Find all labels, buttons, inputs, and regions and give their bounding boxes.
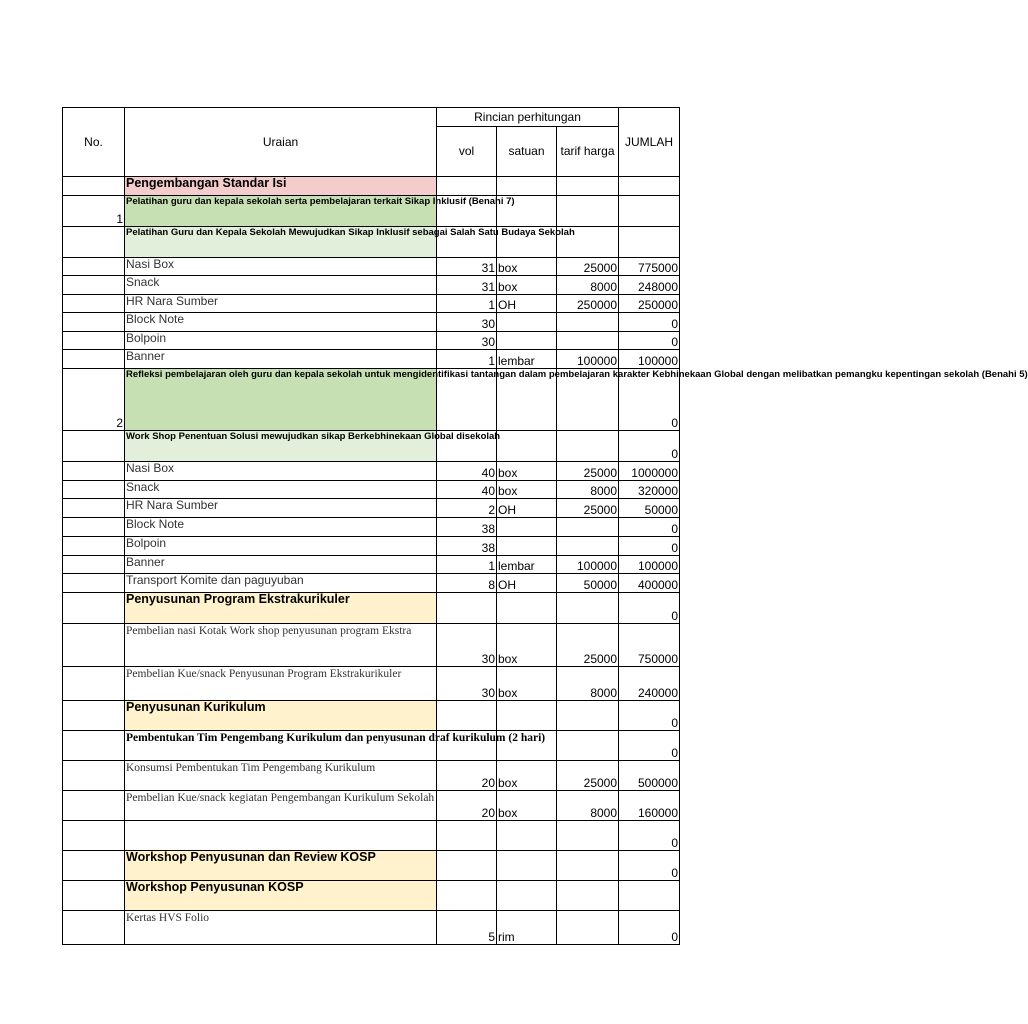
row-number [63,481,125,499]
table-row [63,791,680,821]
header-jumlah: JUMLAH [619,108,680,177]
row-number [63,731,125,761]
row-jumlah: 320000 [619,481,680,499]
table-row [63,369,680,431]
row-jumlah [619,227,680,258]
table-row [63,258,680,276]
table-row [63,701,680,731]
row-tarif [557,851,619,881]
row-number [63,518,125,537]
row-satuan [497,593,557,624]
budget-table [62,107,1028,945]
row-jumlah: 0 [619,313,680,332]
row-satuan [497,518,557,537]
row-description: Banner [125,350,437,369]
row-vol: 30 [437,667,497,701]
row-number [63,499,125,518]
row-description: HR Nara Sumber [125,295,437,313]
row-satuan: box [497,276,557,295]
row-description: Pengembangan Standar Isi [125,177,437,196]
row-satuan: box [497,624,557,667]
table-row [63,350,680,369]
row-tarif: 25000 [557,258,619,276]
row-number [63,431,125,462]
row-description: Pelatihan guru dan kepala sekolah serta pembelajaran terkait Sikap Inklusif (Benahi 7) [125,196,437,227]
row-satuan: box [497,462,557,481]
row-number [63,791,125,821]
table-row [63,227,680,258]
row-description: Workshop Penyusunan KOSP [125,881,437,911]
row-tarif [557,518,619,537]
row-description: Nasi Box [125,462,437,481]
row-number [63,332,125,350]
row-vol: 8 [437,574,497,593]
row-jumlah: 250000 [619,295,680,313]
row-jumlah: 0 [619,821,680,851]
row-description: Nasi Box [125,258,437,276]
row-vol: 20 [437,791,497,821]
row-jumlah: 50000 [619,499,680,518]
row-jumlah [619,177,680,196]
row-tarif [557,313,619,332]
row-tarif: 8000 [557,667,619,701]
row-tarif: 25000 [557,624,619,667]
row-vol: 1 [437,350,497,369]
row-description: Pembentukan Tim Pengembang Kurikulum dan penyusunan draf kurikulum (2 hari) [125,731,437,761]
row-tarif: 25000 [557,761,619,791]
row-vol: 30 [437,624,497,667]
row-satuan: OH [497,499,557,518]
header-satuan: satuan [497,127,557,177]
row-satuan: box [497,791,557,821]
row-vol: 31 [437,258,497,276]
row-tarif [557,911,619,945]
row-number [63,593,125,624]
row-description: Bolpoin [125,537,437,556]
row-vol: 1 [437,556,497,574]
row-vol: 38 [437,537,497,556]
row-vol: 1 [437,295,497,313]
table-row [63,761,680,791]
row-satuan: lembar [497,556,557,574]
table-row [63,667,680,701]
row-number [63,227,125,258]
row-jumlah: 0 [619,701,680,731]
table-row [63,731,680,761]
row-jumlah: 0 [619,851,680,881]
row-tarif: 50000 [557,574,619,593]
row-number [63,350,125,369]
row-jumlah: 0 [619,731,680,761]
row-tarif: 100000 [557,350,619,369]
table-row [63,537,680,556]
row-satuan [497,313,557,332]
row-description: HR Nara Sumber [125,499,437,518]
row-number [63,574,125,593]
row-jumlah: 0 [619,431,680,462]
table-row [63,481,680,499]
row-number [63,258,125,276]
row-number [63,851,125,881]
row-description: Pelatihan Guru dan Kepala Sekolah Mewujudkan Sikap Inklusif sebagai Salah Satu Budaya Sekolah [125,227,437,258]
table-row [63,462,680,481]
row-tarif: 25000 [557,499,619,518]
row-satuan [497,821,557,851]
row-vol [437,593,497,624]
row-satuan: OH [497,295,557,313]
header-rincian: Rincian perhitungan [437,108,619,127]
row-jumlah: 100000 [619,350,680,369]
row-satuan: box [497,258,557,276]
row-satuan [497,332,557,350]
row-satuan [497,851,557,881]
row-number [63,911,125,945]
row-tarif [557,701,619,731]
table-row [63,574,680,593]
row-jumlah: 240000 [619,667,680,701]
row-jumlah: 0 [619,537,680,556]
row-description: Refleksi pembelajaran oleh guru dan kepala sekolah untuk mengidentifikasi tantangan dalam pembelajaran karakter Kebhinekaan Global dengan melibatkan pemangku kepentingan sekolah (Benahi 5) [125,369,437,431]
table-row [63,295,680,313]
row-tarif: 25000 [557,462,619,481]
row-satuan: box [497,481,557,499]
row-number [63,701,125,731]
row-vol [437,177,497,196]
row-number [63,667,125,701]
row-description: Snack [125,276,437,295]
row-jumlah: 0 [619,369,680,431]
row-vol: 20 [437,761,497,791]
row-vol: 30 [437,332,497,350]
row-satuan: box [497,761,557,791]
row-satuan [497,177,557,196]
row-description: Kertas HVS Folio [125,911,437,945]
table-row [63,593,680,624]
row-number [63,761,125,791]
row-number [63,276,125,295]
row-satuan [497,431,557,462]
row-vol: 40 [437,462,497,481]
row-tarif [557,431,619,462]
row-satuan [497,701,557,731]
row-tarif [557,196,619,227]
row-number [63,295,125,313]
row-tarif: 8000 [557,791,619,821]
row-number [63,556,125,574]
table-row [63,851,680,881]
row-jumlah: 160000 [619,791,680,821]
row-description: Workshop Penyusunan dan Review KOSP [125,851,437,881]
table-row [63,276,680,295]
row-tarif [557,332,619,350]
row-description: Work Shop Penentuan Solusi mewujudkan sikap Berkebhinekaan Global disekolah [125,431,437,462]
row-tarif: 250000 [557,295,619,313]
table-row [63,911,680,945]
row-tarif [557,593,619,624]
row-jumlah [619,196,680,227]
row-number [63,821,125,851]
row-jumlah: 500000 [619,761,680,791]
table-row [63,499,680,518]
row-vol [437,821,497,851]
row-vol: 31 [437,276,497,295]
row-tarif [557,881,619,911]
row-description: Pembelian nasi Kotak Work shop penyusunan program Ekstra [125,624,437,667]
row-vol [437,881,497,911]
row-satuan [497,881,557,911]
row-tarif: 100000 [557,556,619,574]
row-jumlah: 775000 [619,258,680,276]
row-number: 1 [63,196,125,227]
table-row [63,196,680,227]
table-row [63,624,680,667]
row-tarif: 8000 [557,481,619,499]
row-tarif: 8000 [557,276,619,295]
table-row [63,332,680,350]
row-number [63,881,125,911]
header-vol: vol [437,127,497,177]
row-description: Penyusunan Program Ekstrakurikuler [125,593,437,624]
row-satuan [497,537,557,556]
row-description: Banner [125,556,437,574]
row-jumlah: 248000 [619,276,680,295]
row-vol [437,851,497,881]
row-number [63,462,125,481]
row-vol: 2 [437,499,497,518]
table-row [63,518,680,537]
row-satuan: OH [497,574,557,593]
row-jumlah: 100000 [619,556,680,574]
row-vol: 30 [437,313,497,332]
header-uraian: Uraian [125,108,437,177]
table-row [63,177,680,196]
row-number [63,177,125,196]
row-jumlah: 750000 [619,624,680,667]
table-row [63,556,680,574]
row-description: Block Note [125,313,437,332]
row-vol [437,701,497,731]
row-number [63,624,125,667]
row-number [63,313,125,332]
row-description [125,821,437,851]
row-description: Snack [125,481,437,499]
row-satuan: lembar [497,350,557,369]
row-tarif [557,537,619,556]
row-number [63,537,125,556]
row-vol: 38 [437,518,497,537]
row-jumlah [619,881,680,911]
row-description: Bolpoin [125,332,437,350]
header-row-1 [63,108,680,127]
row-satuan: box [497,667,557,701]
table-row [63,881,680,911]
row-description: Penyusunan Kurikulum [125,701,437,731]
row-description: Pembelian Kue/snack kegiatan Pengembangan Kurikulum Sekolah [125,791,437,821]
row-jumlah: 1000000 [619,462,680,481]
table-row [63,431,680,462]
row-description: Konsumsi Pembentukan Tim Pengembang Kurikulum [125,761,437,791]
row-tarif [557,731,619,761]
row-jumlah: 400000 [619,574,680,593]
header-tarif: tarif harga [557,127,619,177]
table-row [63,821,680,851]
row-description: Pembelian Kue/snack Penyusunan Program Ekstrakurikuler [125,667,437,701]
row-jumlah: 0 [619,518,680,537]
budget-table-body [63,108,1028,945]
row-satuan: rim [497,911,557,945]
row-vol: 40 [437,481,497,499]
row-jumlah: 0 [619,911,680,945]
row-jumlah: 0 [619,332,680,350]
header-no: No. [63,108,125,177]
row-description: Transport Komite dan paguyuban [125,574,437,593]
row-description: Block Note [125,518,437,537]
row-number: 2 [63,369,125,431]
row-tarif [557,821,619,851]
row-jumlah: 0 [619,593,680,624]
row-vol: 5 [437,911,497,945]
row-tarif [557,177,619,196]
table-row [63,313,680,332]
